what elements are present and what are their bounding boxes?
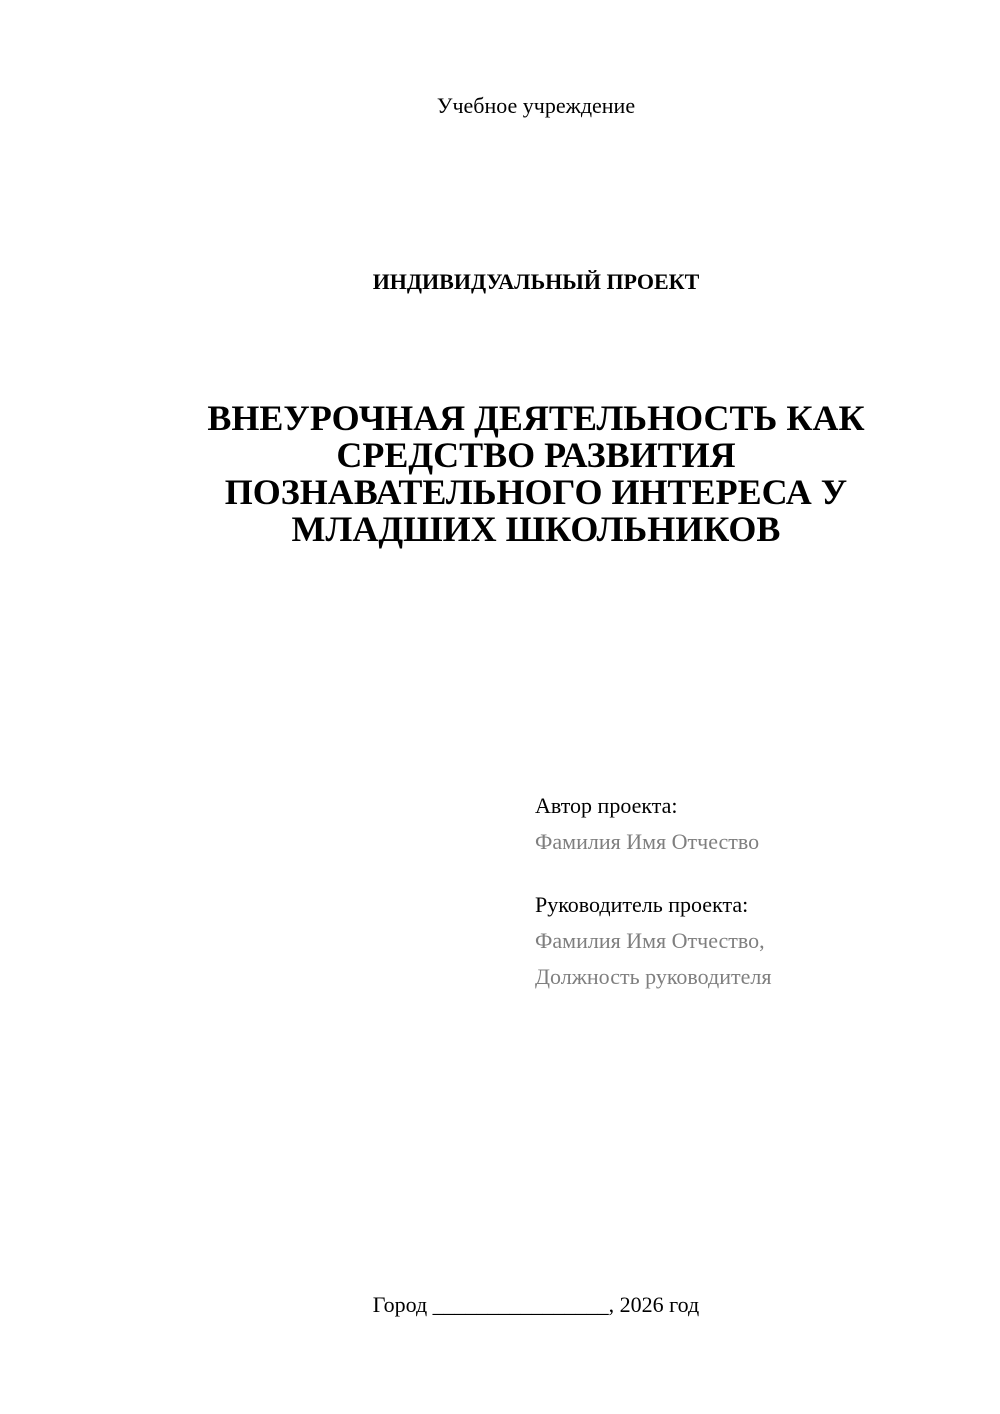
city-year-line: Город ________________, 2026 год (372, 1292, 700, 1317)
institution-name: Учебное учреждение (436, 93, 636, 118)
signature-block (535, 788, 975, 995)
project-title-line: МЛАДШИХ ШКОЛЬНИКОВ (291, 509, 781, 549)
supervisor-position: Должность руководителя (535, 964, 772, 989)
author-name: Фамилия Имя Отчество (535, 829, 760, 854)
supervisor-name: Фамилия Имя Отчество, (535, 928, 765, 953)
supervisor-label: Руководитель проекта: (535, 892, 749, 917)
project-title-line: ПОЗНАВАТЕЛЬНОГО ИНТЕРЕСА У (224, 472, 848, 512)
project-title-line: СРЕДСТВО РАЗВИТИЯ (336, 435, 736, 475)
supervisor-section (535, 887, 975, 995)
project-title-line: ВНЕУРОЧНАЯ ДЕЯТЕЛЬНОСТЬ КАК (207, 398, 865, 438)
project-title (150, 400, 922, 548)
document-type: ИНДИВИДУАЛЬНЫЙ ПРОЕКТ (372, 269, 700, 294)
author-label: Автор проекта: (535, 793, 678, 818)
author-section (535, 788, 975, 860)
